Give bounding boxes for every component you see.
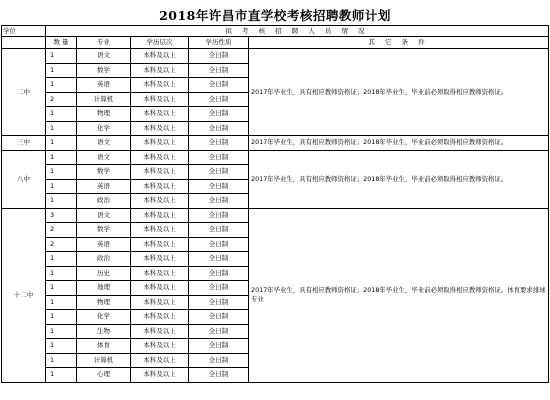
major-cell: 英语 bbox=[77, 78, 131, 93]
other-conditions-header: 其 它 条 件 bbox=[249, 37, 549, 49]
other-conditions-cell: 2017年毕业生，具有相应教师资格证；2018年毕业生，毕业前必须取得相应教师资格证。 bbox=[249, 49, 549, 136]
header-row-columns bbox=[2, 37, 549, 49]
major-cell: 物理 bbox=[77, 295, 131, 310]
education-type-cell: 全日制 bbox=[189, 310, 249, 325]
education-type-cell: 全日制 bbox=[189, 92, 249, 107]
education-level-cell: 本科及以上 bbox=[131, 208, 189, 223]
education-level-cell: 本科及以上 bbox=[131, 49, 189, 64]
school-name: 十二中 bbox=[2, 208, 46, 382]
education-level-cell: 本科及以上 bbox=[131, 150, 189, 165]
education-type-cell: 全日制 bbox=[189, 165, 249, 180]
major-cell: 历史 bbox=[77, 266, 131, 281]
education-type-cell: 全日制 bbox=[189, 353, 249, 368]
other-conditions-cell: 2017年毕业生，具有相应教师资格证；2018年毕业生，毕业前必须取得相应教师资格证。体育要求排球专业 bbox=[249, 208, 549, 382]
education-level-cell: 本科及以上 bbox=[131, 165, 189, 180]
major-cell: 生物 bbox=[77, 324, 131, 339]
quantity-cell: 1 bbox=[46, 339, 77, 354]
quantity-cell: 1 bbox=[46, 165, 77, 180]
page-title: 2018年许昌市直学校考核招聘教师计划 bbox=[159, 8, 391, 23]
education-type-cell: 全日制 bbox=[189, 63, 249, 78]
major-cell: 语文 bbox=[77, 49, 131, 64]
major-header: 专业 bbox=[77, 37, 131, 49]
quantity-cell: 3 bbox=[46, 208, 77, 223]
school-name: 三中 bbox=[2, 136, 46, 151]
school-name: 八中 bbox=[2, 150, 46, 208]
quantity-cell: 1 bbox=[46, 252, 77, 267]
education-level-cell: 本科及以上 bbox=[131, 339, 189, 354]
education-level-cell: 本科及以上 bbox=[131, 92, 189, 107]
header-row-top bbox=[2, 26, 549, 37]
quantity-cell: 2 bbox=[46, 237, 77, 252]
education-type-cell: 全日制 bbox=[189, 78, 249, 93]
education-level-header: 学历层次 bbox=[131, 37, 189, 49]
plan-group-header: 拟 考 核 招 聘 人 员 情 况 bbox=[46, 26, 549, 37]
education-type-cell: 全日制 bbox=[189, 295, 249, 310]
major-cell: 物理 bbox=[77, 107, 131, 122]
table-row bbox=[2, 208, 549, 223]
education-level-cell: 本科及以上 bbox=[131, 281, 189, 296]
quantity-cell: 1 bbox=[46, 150, 77, 165]
major-cell: 语文 bbox=[77, 150, 131, 165]
education-type-cell: 全日制 bbox=[189, 223, 249, 238]
other-conditions-cell: 2017年毕业生，具有相应教师资格证；2018年毕业生，毕业前必须取得相应教师资格证。 bbox=[249, 150, 549, 208]
major-cell: 数学 bbox=[77, 165, 131, 180]
education-level-cell: 本科及以上 bbox=[131, 179, 189, 194]
major-cell: 化学 bbox=[77, 310, 131, 325]
education-level-cell: 本科及以上 bbox=[131, 63, 189, 78]
major-cell: 政治 bbox=[77, 194, 131, 209]
table-row bbox=[2, 49, 549, 64]
education-type-header: 学历性质 bbox=[189, 37, 249, 49]
education-type-cell: 全日制 bbox=[189, 179, 249, 194]
education-level-cell: 本科及以上 bbox=[131, 353, 189, 368]
major-cell: 计算机 bbox=[77, 92, 131, 107]
recruitment-table bbox=[1, 25, 549, 383]
quantity-cell: 1 bbox=[46, 107, 77, 122]
education-type-cell: 全日制 bbox=[189, 150, 249, 165]
quantity-cell: 1 bbox=[46, 295, 77, 310]
major-cell: 语文 bbox=[77, 136, 131, 151]
table-row bbox=[2, 150, 549, 165]
education-type-cell: 全日制 bbox=[189, 136, 249, 151]
education-level-cell: 本科及以上 bbox=[131, 194, 189, 209]
education-level-cell: 本科及以上 bbox=[131, 237, 189, 252]
quantity-cell: 1 bbox=[46, 353, 77, 368]
quantity-cell: 2 bbox=[46, 223, 77, 238]
major-cell: 地理 bbox=[77, 281, 131, 296]
education-type-cell: 全日制 bbox=[189, 208, 249, 223]
major-cell: 体育 bbox=[77, 339, 131, 354]
education-type-cell: 全日制 bbox=[189, 339, 249, 354]
quantity-cell: 1 bbox=[46, 281, 77, 296]
major-cell: 数学 bbox=[77, 63, 131, 78]
education-level-cell: 本科及以上 bbox=[131, 266, 189, 281]
quantity-header: 数 量 bbox=[46, 37, 77, 49]
school-name: 二中 bbox=[2, 49, 46, 136]
education-level-cell: 本科及以上 bbox=[131, 136, 189, 151]
education-type-cell: 全日制 bbox=[189, 49, 249, 64]
education-level-cell: 本科及以上 bbox=[131, 310, 189, 325]
quantity-cell: 1 bbox=[46, 266, 77, 281]
quantity-cell: 1 bbox=[46, 78, 77, 93]
major-cell: 英语 bbox=[77, 237, 131, 252]
other-conditions-cell: 2017年毕业生，具有相应教师资格证；2018年毕业生，毕业前必须取得相应教师资格证。 bbox=[249, 136, 549, 151]
major-cell: 计算机 bbox=[77, 353, 131, 368]
quantity-cell: 1 bbox=[46, 63, 77, 78]
unit-header-blank bbox=[2, 37, 46, 49]
education-type-cell: 全日制 bbox=[189, 121, 249, 136]
major-cell: 语文 bbox=[77, 208, 131, 223]
education-level-cell: 本科及以上 bbox=[131, 121, 189, 136]
education-level-cell: 本科及以上 bbox=[131, 223, 189, 238]
education-type-cell: 全日制 bbox=[189, 281, 249, 296]
education-level-cell: 本科及以上 bbox=[131, 295, 189, 310]
education-type-cell: 全日制 bbox=[189, 324, 249, 339]
education-type-cell: 全日制 bbox=[189, 368, 249, 383]
education-level-cell: 本科及以上 bbox=[131, 252, 189, 267]
major-cell: 政治 bbox=[77, 252, 131, 267]
quantity-cell: 1 bbox=[46, 179, 77, 194]
major-cell: 英语 bbox=[77, 179, 131, 194]
quantity-cell: 1 bbox=[46, 136, 77, 151]
education-type-cell: 全日制 bbox=[189, 107, 249, 122]
education-type-cell: 全日制 bbox=[189, 237, 249, 252]
major-cell: 化学 bbox=[77, 121, 131, 136]
education-type-cell: 全日制 bbox=[189, 266, 249, 281]
education-level-cell: 本科及以上 bbox=[131, 107, 189, 122]
table-body bbox=[2, 49, 549, 383]
education-level-cell: 本科及以上 bbox=[131, 368, 189, 383]
quantity-cell: 2 bbox=[46, 92, 77, 107]
quantity-cell: 1 bbox=[46, 49, 77, 64]
quantity-cell: 1 bbox=[46, 368, 77, 383]
education-type-cell: 全日制 bbox=[189, 194, 249, 209]
education-level-cell: 本科及以上 bbox=[131, 324, 189, 339]
unit-header: 学位 bbox=[2, 26, 46, 37]
education-level-cell: 本科及以上 bbox=[131, 78, 189, 93]
quantity-cell: 1 bbox=[46, 310, 77, 325]
major-cell: 心理 bbox=[77, 368, 131, 383]
table-row bbox=[2, 136, 549, 151]
quantity-cell: 1 bbox=[46, 121, 77, 136]
education-type-cell: 全日制 bbox=[189, 252, 249, 267]
quantity-cell: 1 bbox=[46, 324, 77, 339]
major-cell: 数学 bbox=[77, 223, 131, 238]
quantity-cell: 1 bbox=[46, 194, 77, 209]
